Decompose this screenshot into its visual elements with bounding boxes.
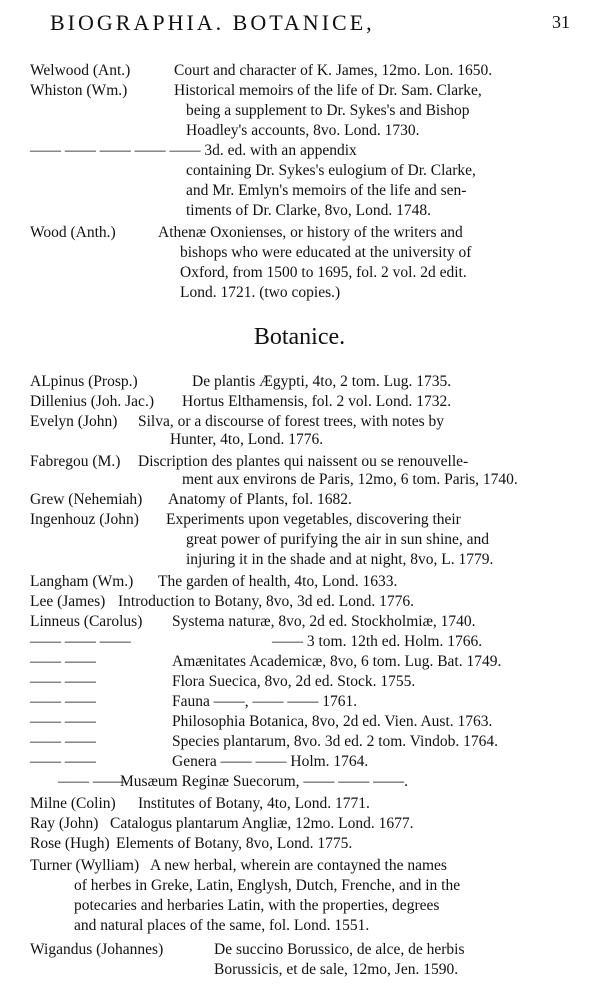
entry-text: Lond. 1721. (two copies.): [180, 284, 341, 301]
entry-text: De plantis Ægypti, 4to, 2 tom. Lug. 1735.: [192, 373, 452, 390]
entry-author: Wood (Anth.): [30, 224, 116, 241]
running-header: [50, 10, 570, 44]
entry-text: Systema naturæ, 8vo, 2d ed. Stockholmiæ, 1740.: [172, 613, 476, 630]
entry-text: Musæum Reginæ Suecorum, —— —— ——.: [120, 773, 409, 790]
section-title-text: Botanice.: [253, 324, 346, 350]
entry-text: containing Dr. Sykes's eulogium of Dr. Clarke,: [186, 162, 476, 179]
entry-text: Hunter, 4to, Lond. 1776.: [170, 431, 324, 448]
entry-text: Amænitates Academicæ, 8vo, 6 tom. Lug. Bat. 1749.: [172, 653, 502, 670]
entry-author: Milne (Colin): [30, 795, 116, 812]
entry-text: Discription des plantes qui naissent ou se renouvelle-: [138, 453, 469, 470]
entry-author: —— ——: [30, 693, 96, 710]
entry-text: potecaries and herbaries Latin, with the properties, degrees: [74, 897, 440, 914]
entry-author: —— —— ——: [30, 633, 131, 650]
entry-text: Hortus Elthamensis, fol. 2 vol. Lond. 1732.: [182, 393, 452, 410]
entry-author: —— ——: [30, 753, 96, 770]
entry-text: Anatomy of Plants, fol. 1682.: [168, 491, 352, 508]
entry-author: Turner (Wylliam): [30, 857, 140, 874]
entry-text: Historical memoirs of the life of Dr. Sam. Clarke,: [174, 82, 482, 99]
header-title: BIOGRAPHIA. BOTANICE,: [50, 10, 375, 35]
entry-author: Linneus (Carolus): [30, 613, 143, 630]
entry-author: Ray (John): [30, 815, 99, 832]
entry-text: Experiments upon vegetables, discovering their: [166, 511, 461, 528]
entry-author: Langham (Wm.): [30, 573, 134, 590]
entry-author: Fabregou (M.): [30, 453, 121, 470]
entry-text: great power of purifying the air in sun shine, and: [186, 531, 490, 548]
entry-text: and natural places of the same, fol. Lond. 1551.: [74, 917, 370, 934]
entry-author: Whiston (Wm.): [30, 82, 128, 99]
entry-author: —— ——: [30, 733, 96, 750]
entry-text: Introduction to Botany, 8vo, 3d ed. Lond. 1776.: [118, 593, 415, 610]
entry-author: —— ——: [30, 673, 96, 690]
entry-text: bishops who were educated at the university of: [180, 244, 472, 261]
entry-author: Rose (Hugh): [30, 835, 110, 852]
entry-text: Court and character of K. James, 12mo. Lon. 1650.: [174, 62, 493, 79]
entry-author: ALpinus (Prosp.): [30, 373, 138, 390]
entry-text: Catalogus plantarum Angliæ, 12mo. Lond. 1677.: [110, 815, 414, 832]
entry-text: Hoadley's accounts, 8vo. Lond. 1730.: [186, 122, 420, 139]
entry-text: being a supplement to Dr. Sykes's and Bishop: [186, 102, 470, 119]
entry-text: Elements of Botany, 8vo, Lond. 1775.: [116, 835, 353, 852]
entry-text: Borussicis, et de sale, 12mo, Jen. 1590.: [214, 961, 459, 978]
entry-text: timents of Dr. Clarke, 8vo, Lond. 1748.: [186, 202, 431, 219]
entry-author: —— ——: [58, 773, 124, 790]
entry-text: Species plantarum, 8vo. 3d ed. 2 tom. Vindob. 1764.: [172, 733, 498, 750]
entry-text: injuring it in the shade and at night, 8vo, L. 1779.: [186, 551, 494, 568]
entry-text: Fauna ——, —— —— 1761.: [172, 693, 358, 710]
entry-text: Philosophia Botanica, 8vo, 2d ed. Vien. Aust. 1763.: [172, 713, 493, 730]
entry-text: Silva, or a discourse of forest trees, with notes by: [138, 413, 445, 430]
entry-author: —— ——: [30, 713, 96, 730]
entry-text: Flora Suecica, 8vo, 2d ed. Stock. 1755.: [172, 673, 416, 690]
entry-author: Wigandus (Johannes): [30, 941, 164, 958]
entry-author: Welwood (Ant.): [30, 62, 131, 79]
entry-author: —— ——: [30, 653, 96, 670]
entry-text: —— 3 tom. 12th ed. Holm. 1766.: [272, 633, 483, 650]
entry-author: Ingenhouz (John): [30, 511, 139, 528]
page-number: 31: [552, 12, 570, 32]
entry-author: Grew (Nehemiah): [30, 491, 143, 508]
entry-text: Genera —— —— Holm. 1764.: [172, 753, 369, 770]
entry-text: of herbes in Greke, Latin, Englysh, Dutch, Frenche, and in the: [74, 877, 461, 894]
entry-text: Oxford, from 1500 to 1695, fol. 2 vol. 2d edit.: [180, 264, 467, 281]
entry-text: A new herbal, wherein are contayned the names: [150, 857, 447, 874]
entry-text: Athenæ Oxonienses, or history of the writers and: [158, 224, 463, 241]
entry-text: The garden of health, 4to, Lond. 1633.: [158, 573, 398, 590]
entry-text: ment aux environs de Paris, 12mo, 6 tom. Paris, 1740.: [182, 471, 518, 488]
section-title: [0, 324, 599, 354]
entry-text: —— —— —— —— —— 3d. ed. with an appendix: [30, 142, 357, 159]
entry-author: Dillenius (Joh. Jac.): [30, 393, 154, 410]
entry-text: and Mr. Emlyn's memoirs of the life and sen-: [186, 182, 467, 199]
entry-author: Evelyn (John): [30, 413, 118, 430]
entry-text: De succino Borussico, de alce, de herbis: [214, 941, 465, 958]
entry-author: Lee (James): [30, 593, 106, 610]
entry-text: Institutes of Botany, 4to, Lond. 1771.: [138, 795, 370, 812]
